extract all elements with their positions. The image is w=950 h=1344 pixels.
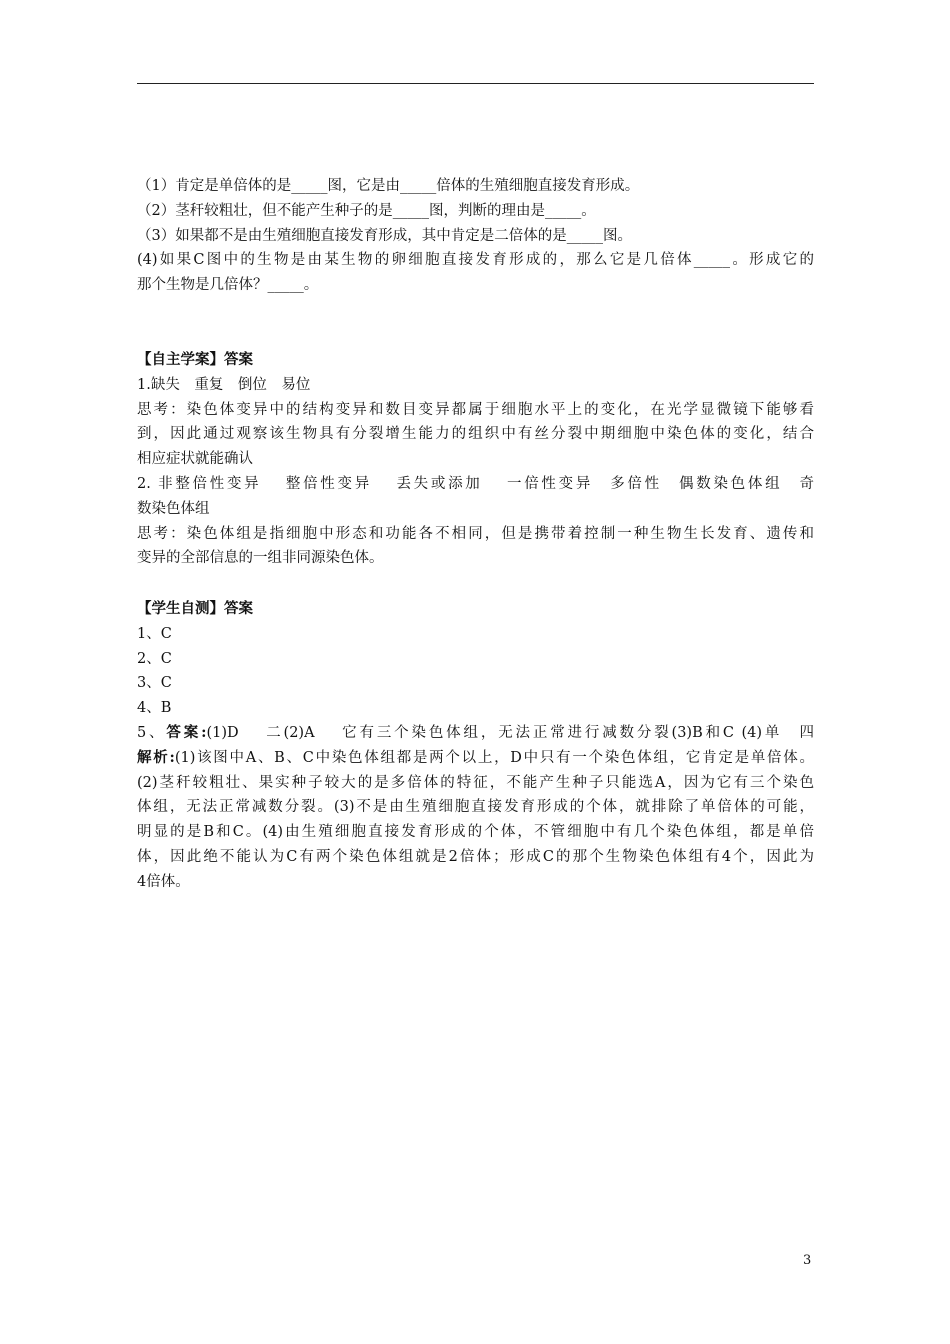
section-heading: 【学生自测】答案 — [137, 600, 253, 617]
analysis-text: (1)该图中A、B、C中染色体组都是两个以上，D中只有一个染色体组，它肯定是单倍体。 — [174, 749, 814, 766]
page-number: 3 — [803, 1253, 812, 1268]
answer-line: 1.缺失 重复 倒位 易位 — [137, 376, 311, 393]
section-heading: 【自主学案】答案 — [137, 351, 253, 368]
question-line: （3）如果都不是由生殖细胞直接发育形成，其中肯定是二倍体的是_____图。 — [137, 227, 632, 244]
answer-text: (1)D 二(2)A 它有三个染色体组，无法正常进行减数分裂(3)B和C (4)单 四 — [206, 724, 814, 741]
question-line: (4)如果C图中的生物是由某生物的卵细胞直接发育形成的，那么它是几倍体_____。形成它的 — [137, 252, 814, 269]
answer-line: 思考：染色体组是指细胞中形态和功能各不相同，但是携带着控制一种生物生长发育、遗传和 — [137, 525, 814, 542]
analysis-line: 体组，无法正常减数分裂。(3)不是由生殖细胞直接发育形成的个体，就排除了单倍体的可能， — [137, 799, 814, 816]
answer-label: 答案: — [166, 723, 207, 741]
answer-line: 到，因此通过观察该生物具有分裂增生能力的组织中有丝分裂中期细胞中染色体的变化，结合 — [137, 426, 814, 443]
self-test-answers — [137, 597, 814, 895]
answer-item: 4、B — [137, 700, 172, 717]
answer-item: 1、C — [137, 625, 172, 642]
analysis-line: (2)茎秆较粗壮、果实种子较大的是多倍体的特征，不能产生种子只能选A，因为它有三个染色 — [137, 774, 814, 791]
answer-line: 相应症状就能确认 — [137, 451, 253, 468]
header-rule — [137, 83, 814, 84]
answer-item: 2、C — [137, 650, 172, 667]
analysis-line: 体，因此绝不能认为C有两个染色体组就是2倍体；形成C的那个生物染色体组有4个，因此为 — [137, 848, 814, 865]
answer-number: 5、 — [137, 724, 167, 741]
analysis-label: 解析: — [137, 748, 175, 766]
answer-line: 思考：染色体变异中的结构变异和数目变异都属于细胞水平上的变化，在光学显微镜下能够看 — [137, 401, 814, 418]
analysis-line: 4倍体。 — [137, 873, 190, 890]
answer-line: 变异的全部信息的一组非同源染色体。 — [137, 550, 384, 567]
analysis-line — [137, 746, 814, 771]
answer-item: 3、C — [137, 675, 172, 692]
question-line: （2）茎秆较粗壮，但不能产生种子的是_____图，判断的理由是_____。 — [137, 202, 596, 219]
answer-item-5 — [137, 721, 814, 746]
answer-line: 2. 非整倍性变异 整倍性变异 丢失或添加 一倍性变异 多倍性 偶数染色体组 奇 — [137, 475, 814, 492]
analysis-line: 明显的是B和C。(4)由生殖细胞直接发育形成的个体，不管细胞中有几个染色体组，都是单倍 — [137, 824, 814, 841]
question-line: 那个生物是几倍体？_____。 — [137, 277, 319, 294]
self-study-answers — [137, 348, 814, 571]
question-line: （1）肯定是单倍体的是_____图，它是由_____倍体的生殖细胞直接发育形成。 — [137, 178, 640, 194]
answer-line: 数染色体组 — [137, 500, 210, 517]
questions-block — [137, 174, 814, 298]
